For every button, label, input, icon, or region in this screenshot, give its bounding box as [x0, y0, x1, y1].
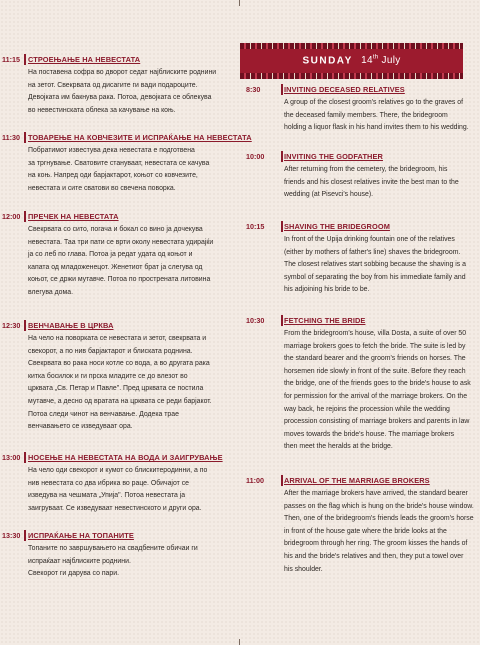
banner-date-day: 14	[361, 55, 373, 67]
time-divider	[24, 211, 26, 222]
description-line: symbol of separating the boy from his immediate family and	[284, 273, 466, 281]
entry-title: ARRIVAL OF THE MARRIAGE BROKERS	[284, 476, 430, 485]
time-divider	[24, 54, 26, 65]
description-line: На поставена софра во дворот седат најблиските роднини	[28, 69, 217, 76]
description-line: На чело оди свекорот и кумот со блискитеродинни, а по	[28, 467, 208, 474]
description-line: Топаните по завршувањето на свадбените обичаи ги	[28, 545, 198, 552]
description-line: нив невестата со два ибрика во раце. Обичајот се	[28, 479, 189, 487]
description-line: wedding (at Pisevci's house).	[284, 191, 374, 199]
entry-description	[28, 145, 209, 195]
entry-description	[284, 97, 469, 135]
entry-description	[284, 488, 474, 576]
description-line: Then, one of the bridegroom's friends leads the groom's horse	[284, 515, 474, 523]
description-line: (either by mothers of father's line) shaves the bridegroom.	[284, 248, 461, 256]
time-divider	[281, 221, 283, 232]
description-line: во невестинската облека за качување на коњ.	[28, 106, 176, 114]
description-line: bridegroom through her ring. The groom kisses the hands of	[284, 540, 468, 548]
description-line: then meet the heralds at the bridge.	[284, 443, 393, 451]
banner-day: SUNDAY	[302, 55, 353, 67]
description-line: невестата. Таа три пати се врти околу невестата удирајќи	[28, 238, 214, 246]
description-line: In front of the Upija drinking fountain one of the relatives	[284, 236, 455, 243]
description-line: way back, he rejoins the procession while the wedding	[284, 405, 450, 413]
description-line: капата од младоженецот. Женетиот брат ја слегува од	[28, 263, 203, 271]
entry-time: 12:00	[2, 212, 21, 221]
description-line: The closest relatives start sobbing because the shaving is a	[284, 261, 466, 269]
description-line: his shoulder.	[284, 565, 323, 573]
description-line: изведува на чешмата „Упија". Потоа невестата ја	[28, 492, 186, 500]
description-line: на зетот. Свекрвата од дисагите ги вади подароците.	[28, 81, 198, 89]
time-divider	[281, 315, 283, 326]
entry-time: 13:00	[2, 453, 21, 462]
time-divider	[24, 530, 26, 541]
day-banner	[240, 43, 463, 79]
description-line: After returning from the cemetery, the bridegroom, his	[284, 166, 448, 173]
description-line: moves towards the bride's house. The marriage brokers	[284, 430, 455, 438]
description-line: на коњ. Напред оди барјактарот, коњот со ковчезите,	[28, 172, 198, 180]
entry-time: 10:00	[246, 152, 265, 161]
fold-mark-top	[239, 0, 240, 6]
entry-title: INVITING THE GODFATHER	[284, 152, 383, 161]
description-line: his and the bride's relatives and then, they put a towel over	[284, 552, 464, 560]
description-line: невестата и сите сватови во свечена поворка.	[28, 184, 176, 192]
fold-mark-bottom	[239, 639, 240, 645]
time-divider	[24, 132, 26, 143]
time-divider	[281, 84, 283, 95]
embroidery-pattern-bottom	[240, 73, 463, 79]
description-line: his adjoining his bride to be.	[284, 286, 370, 294]
entry-title: ИСПРАЌАЊЕ НА ТОПАНИТЕ	[28, 531, 134, 540]
description-line: A group of the closest groom's relatives go to the graves of	[284, 99, 464, 106]
description-line: Побратимот известува дека невестата е подготвена	[28, 147, 195, 154]
embroidery-pattern-top	[240, 43, 463, 49]
entry-title: НОСЕЊЕ НА НЕВЕСТАТА НА ВОДА И ЗАИГРУВАЊЕ	[28, 453, 223, 462]
entry-description	[28, 333, 212, 434]
description-line: мутавче, а десно од вратата на црквата се реди барјакот.	[28, 397, 212, 405]
description-line: китка босилок и ги прска младите се до влезот во	[28, 372, 188, 380]
entry-description	[284, 328, 471, 454]
description-line: Свекрвата со сито, погача и бокал со вино ја дочекува	[28, 226, 203, 233]
entry-time: 11:30	[2, 133, 20, 142]
entry-description	[28, 543, 198, 581]
description-line: Свекрвата во рака носи котле со вода, а во другата рака	[28, 360, 210, 368]
description-line: After the marriage brokers have arrived, the standard bearer	[284, 490, 468, 497]
description-line: свекорот, а по нив барјактарот и блиската роднина.	[28, 347, 193, 355]
description-line: friends and his closest relatives invite the best man to the	[284, 178, 459, 186]
description-line: passes on the flag which is hung on the bride's house window.	[284, 502, 474, 510]
description-line: испраќаат најблиските роднини.	[28, 557, 131, 565]
entry-time: 8:30	[246, 85, 261, 94]
banner-date-suffix: th	[372, 55, 379, 61]
banner-title	[240, 55, 463, 66]
description-line: the deceased family members. There, the bridegroom	[284, 111, 448, 119]
entry-time: 13:30	[2, 531, 21, 540]
description-line: коњот, се држи мутавче. Потоа по прострената литовина	[28, 276, 211, 284]
time-divider	[24, 320, 26, 331]
description-line: the standard bearer and the groom's friends on horses. The	[284, 355, 466, 363]
description-line: marriage brokers goes to fetch the bride. The suite is led by	[284, 342, 466, 350]
entry-title: ТОВАРЕЊЕ НА КОВЧЕЗИТЕ И ИСПРАЌАЊЕ НА НЕВЕСТАТА	[28, 133, 252, 142]
banner-date	[361, 55, 400, 66]
description-line: for permission for the arrival of the marriage brokers. On the	[284, 392, 468, 400]
description-line: procession consisting of marriage brokers and parents in law	[284, 418, 470, 426]
description-line: влегува дома.	[28, 288, 73, 296]
entry-title: СТРОЕЊАЊЕ НА НЕВЕСТАТА	[28, 55, 141, 64]
entry-description	[284, 164, 459, 202]
description-line: the bridge, one of the friends goes to the bride's house to ask	[284, 380, 471, 388]
description-line: црквата „Св. Петар и Павле". Пред црквата се постила	[28, 385, 204, 393]
entry-time: 10:30	[246, 316, 265, 325]
entry-time: 10:15	[246, 222, 265, 231]
description-line: На чело на поворката се невестата и зетот, свекрвата и	[28, 335, 207, 342]
description-line: holding a liquor flask in his hand invites them to his wedding.	[284, 124, 469, 132]
entry-description	[28, 224, 213, 300]
entry-time: 11:15	[2, 55, 20, 64]
description-line: за тргнување. Сватовите стануваат, невестата се качува	[28, 159, 210, 167]
description-line: заигруваат. Се изведуваат невестинското и други ора.	[28, 504, 202, 512]
entry-title: ПРЕЧЕК НА НЕВЕСТАТА	[28, 212, 119, 221]
entry-description	[28, 465, 207, 515]
time-divider	[281, 151, 283, 162]
time-divider	[24, 452, 26, 463]
description-line: венчавањето се изведуваат ора.	[28, 423, 133, 431]
banner-date-month: July	[381, 55, 401, 67]
description-line: in front of the house gate where the bride looks at the	[284, 527, 447, 535]
entry-description	[284, 234, 466, 297]
entry-time: 12:30	[2, 321, 21, 330]
entry-title: INVITING DECEASED RELATIVES	[284, 85, 405, 94]
description-line: Потоа следи чинот на венчавање. Додека трае	[28, 410, 179, 418]
time-divider	[281, 475, 283, 486]
entry-time: 11:00	[246, 476, 264, 485]
entry-description	[28, 67, 216, 117]
description-line: Свекорот ги дарува со пари.	[28, 570, 119, 578]
entry-title: FETCHING THE BRIDE	[284, 316, 366, 325]
description-line: From the bridegroom's house, villa Dosta, a suite of over 50	[284, 330, 467, 337]
description-line: horsemen ride slowly in front of the suite. Before they reach	[284, 367, 466, 375]
description-line: Девојката им бакнува рака. Потоа, девојката се облекува	[28, 94, 212, 102]
entry-title: SHAVING THE BRIDEGROOM	[284, 222, 390, 231]
entry-title: ВЕНЧАВАЊЕ В ЦРКВА	[28, 321, 114, 330]
description-line: ја со леб по глава. Потоа ја редат удата од коњот и	[28, 251, 193, 259]
